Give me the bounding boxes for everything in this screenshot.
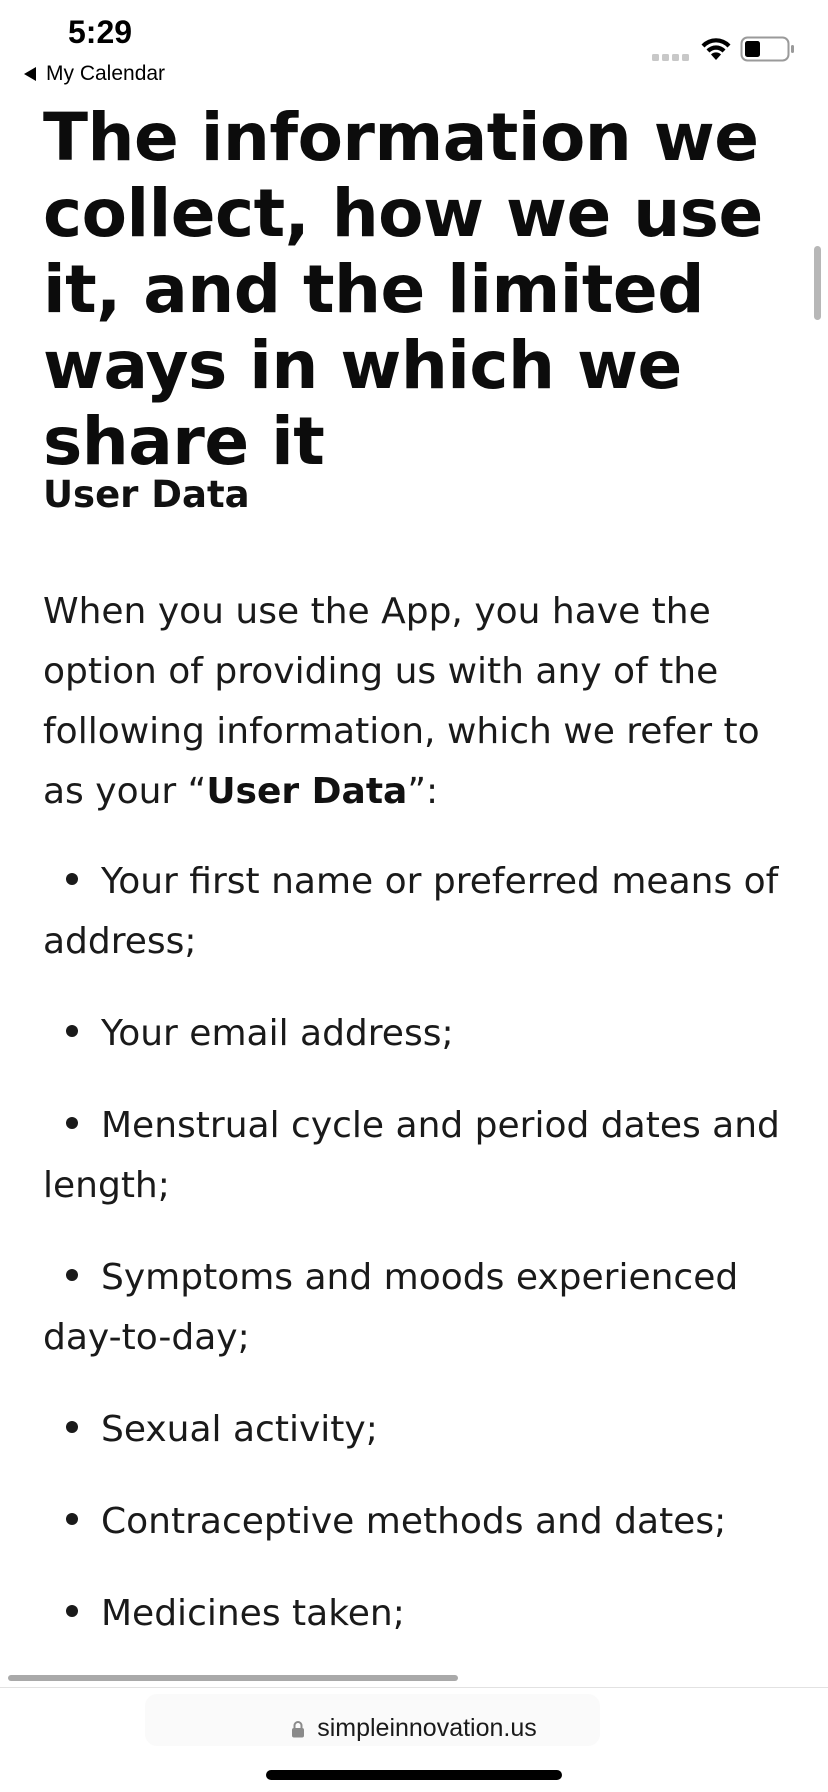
back-triangle-icon — [24, 67, 36, 81]
list-item — [43, 1248, 783, 1368]
list-item-text: Medicines taken; — [101, 1593, 405, 1634]
list-item — [43, 1584, 783, 1644]
page-title: The information we collect, how we use it, and the limited ways in which we share it — [43, 99, 763, 480]
list-item-text: Contraceptive methods and dates; — [101, 1501, 727, 1542]
url-bar[interactable] — [0, 1714, 828, 1743]
bullet-icon — [66, 1025, 78, 1037]
list-item — [43, 1004, 783, 1064]
horizontal-scrollbar[interactable] — [8, 1675, 458, 1681]
bullet-icon — [66, 1269, 78, 1281]
status-time: 5:29 — [68, 14, 133, 50]
list-item-text: Your email address; — [101, 1013, 454, 1054]
bullet-icon — [66, 873, 78, 885]
home-indicator[interactable] — [266, 1770, 562, 1780]
list-item-text: Sexual activity; — [101, 1409, 378, 1450]
back-link-label: My Calendar — [46, 62, 166, 85]
list-item — [43, 1400, 783, 1460]
url-text: simpleinnovation.us — [317, 1714, 537, 1742]
intro-bold-term: User Data — [206, 771, 408, 812]
intro-text: When you use the App, you have the option of providing us with any of the following information, which we refer to as your “ — [43, 591, 760, 812]
cellular-signal-icon — [652, 52, 690, 62]
article-content — [43, 99, 783, 1634]
section-heading-user-data: User Data — [43, 473, 250, 516]
list-item-text: Menstrual cycle and period dates and length; — [43, 1105, 780, 1206]
list-item-text: Symptoms and moods experienced day-to-day; — [43, 1257, 739, 1358]
battery-icon — [740, 36, 796, 62]
back-to-app-link[interactable] — [24, 62, 165, 86]
lock-icon — [291, 1720, 305, 1738]
list-item-text: Your first name or preferred means of address; — [43, 861, 779, 962]
list-item — [43, 1492, 783, 1552]
list-item — [43, 1096, 783, 1216]
intro-ending: ”: — [407, 771, 439, 812]
bullet-icon — [66, 1421, 78, 1433]
bullet-icon — [66, 1513, 78, 1525]
wifi-icon — [700, 36, 732, 62]
list-item — [43, 852, 783, 972]
bullet-icon — [66, 1117, 78, 1129]
user-data-intro — [43, 582, 783, 822]
vertical-scrollbar[interactable] — [814, 246, 821, 320]
bullet-icon — [66, 1605, 78, 1617]
